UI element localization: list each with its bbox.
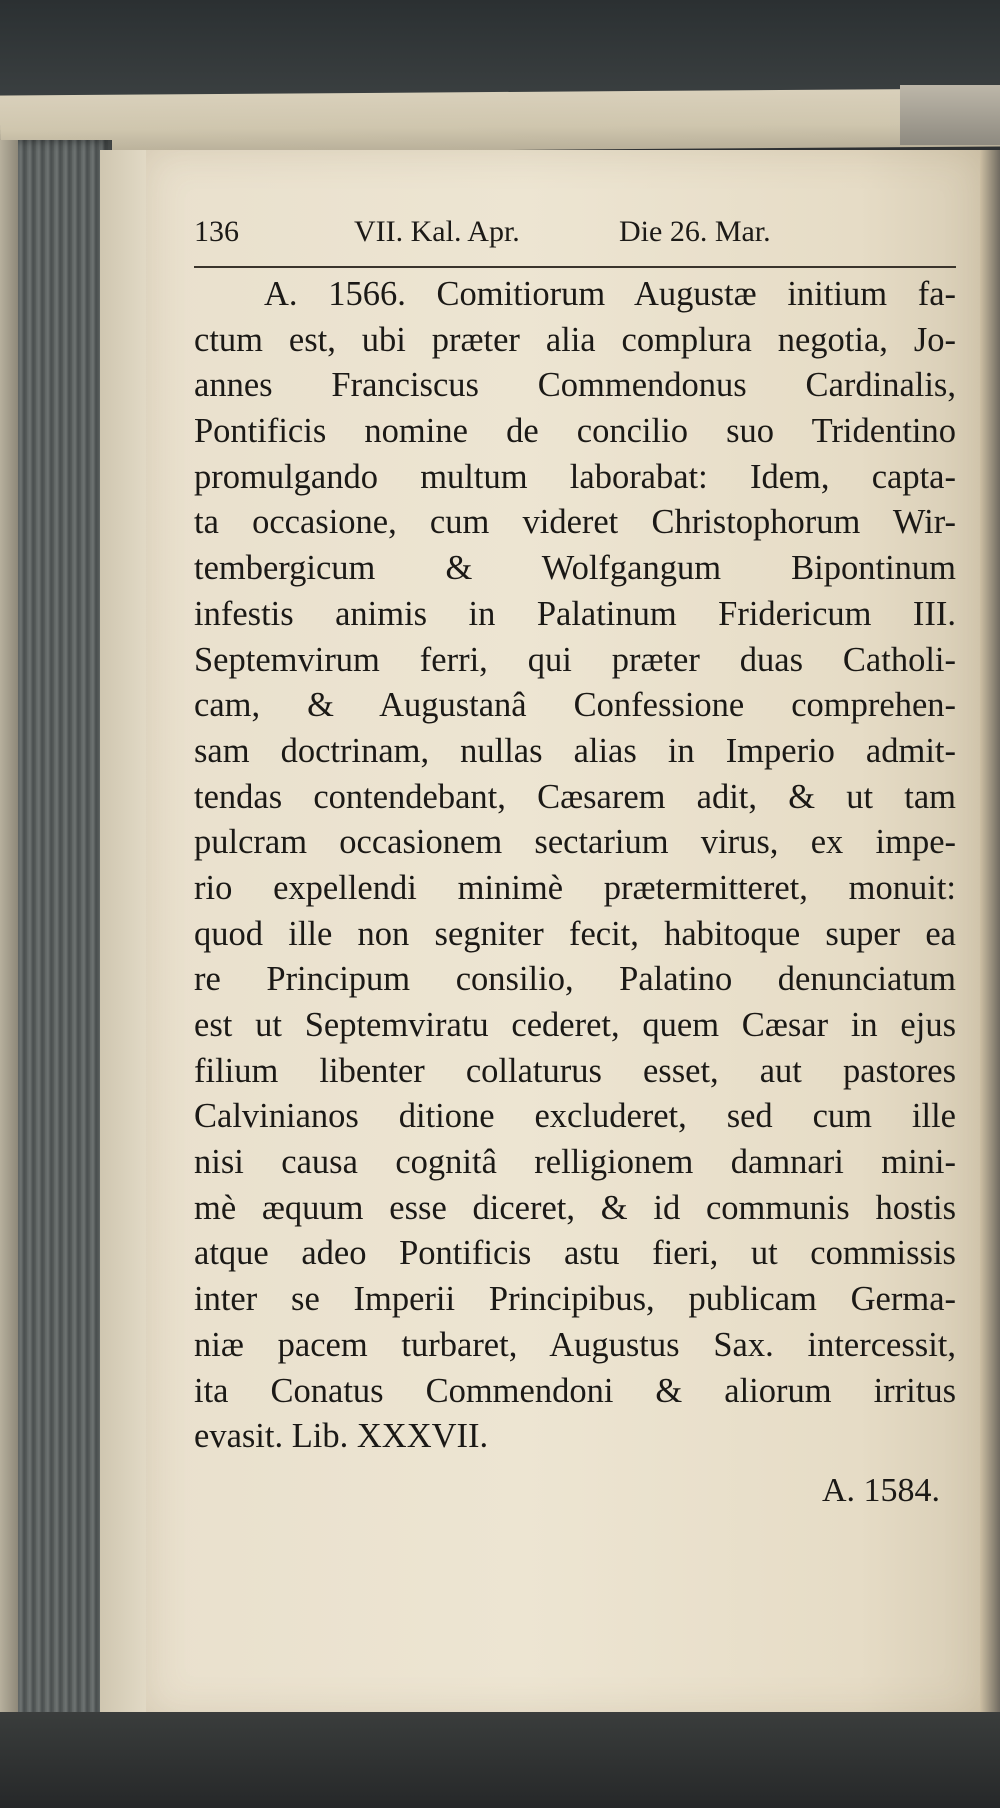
text-line: niæ pacem turbaret, Augustus Sax. intercessit, [194,1325,956,1364]
text-line: pulcram occasionem sectarium virus, ex impe- [194,823,956,862]
running-head [194,215,954,255]
text-line: Calvinianos ditione excluderet, sed cum ille [194,1097,956,1136]
body-text [194,272,956,1460]
text-line: rio expellendi minimè prætermitteret, monuit: [194,868,956,907]
text-line: ita Conatus Commendoni & aliorum irritus [194,1371,956,1410]
text-line: filium libenter collaturus esset, aut pastores [194,1051,956,1090]
text-line: sam doctrinam, nullas alias in Imperio admit- [194,731,956,770]
text-line: tendas contendebant, Cæsarem adit, & ut tam [194,777,956,816]
background-bottom [0,1712,1000,1808]
page-gutter [100,150,148,1720]
text-line: cam, & Augustanâ Confessione comprehen- [194,686,956,725]
cover-spine-edge [0,140,18,1730]
text-line: atque adeo Pontificis astu fieri, ut commissis [194,1234,956,1273]
page-right-edge [980,150,1000,1720]
text-line: ta occasione, cum videret Christophorum Wir- [194,503,956,542]
header-rule [194,266,956,268]
text-line: infestis animis in Palatinum Fridericum III. [194,594,956,633]
text-line: Septemvirum ferri, qui præter duas Catholi- [194,640,956,679]
text-line: annes Franciscus Commendonus Cardinalis, [194,366,956,405]
text-line: promulgando multum laborabat: Idem, capta- [194,457,956,496]
text-line: Pontificis nomine de concilio suo Tridentino [194,412,956,451]
running-head-day: VII. Kal. Apr. [354,215,520,248]
text-line: est ut Septemviratu cederet, quem Cæsar in ejus [194,1006,956,1044]
text-line: evasit. Lib. XXXVII. [194,1417,489,1456]
catchword: A. 1584. [821,1472,940,1509]
running-head-date: Die 26. Mar. [619,215,771,248]
text-line: A. 1566. Comitiorum Augustæ initium fa- [264,275,956,313]
book-cover-edge [0,89,1000,154]
text-line: nisi causa cognitâ relligionem damnari mini- [194,1143,956,1182]
text-line: mè æquum esse diceret, & id communis hostis [194,1188,956,1227]
background-top [0,0,1000,95]
text-line: re Principum consilio, Palatino denunciatum [194,960,956,999]
text-line: tembergicum & Wolfgangum Bipontinum [194,549,956,588]
text-line: inter se Imperii Principibus, publicam Germa- [194,1280,956,1319]
book-cover-corner [900,85,1000,145]
text-line: quod ille non segniter fecit, habitoque super ea [194,914,956,953]
page-number: 136 [194,215,239,248]
text-line: ctum est, ubi præter alia complura negotia, Jo- [194,320,956,359]
